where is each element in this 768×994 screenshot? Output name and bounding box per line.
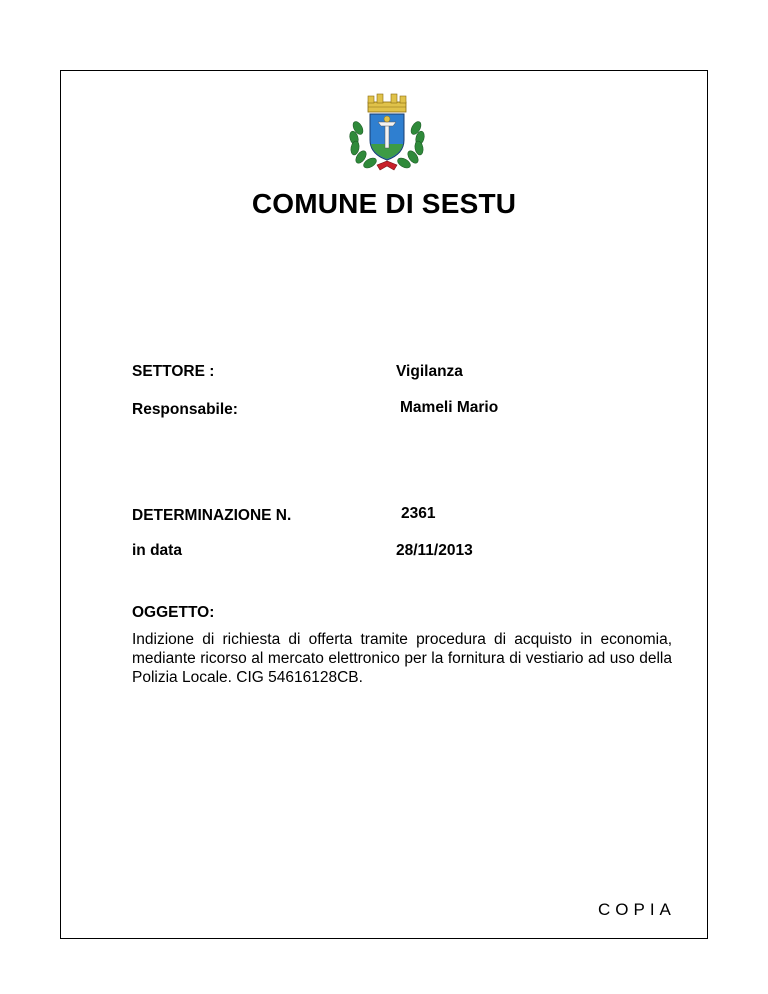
oggetto-text: Indizione di richiesta di offerta tramite procedura di acquisto in economia, mediante ricorso al mercato elettronico per la fornitura di vestiario ad uso della Polizia Locale. CIG 54616128CB. [132,631,672,686]
settore-label: SETTORE : [132,363,215,380]
oggetto-label: OGGETTO: [132,604,215,621]
responsabile-label: Responsabile: [132,401,238,418]
data-value: 28/11/2013 [396,542,473,559]
coat-of-arms-icon [344,92,430,172]
page-title: COMUNE DI SESTU [251,188,517,219]
determinazione-value: 2361 [401,505,436,522]
settore-value: Vigilanza [396,363,463,380]
data-label: in data [132,542,182,559]
responsabile-value: Mameli Mario [400,399,499,416]
determinazione-label: DETERMINAZIONE N. [132,507,292,524]
copia-stamp: COPIA [598,900,676,919]
